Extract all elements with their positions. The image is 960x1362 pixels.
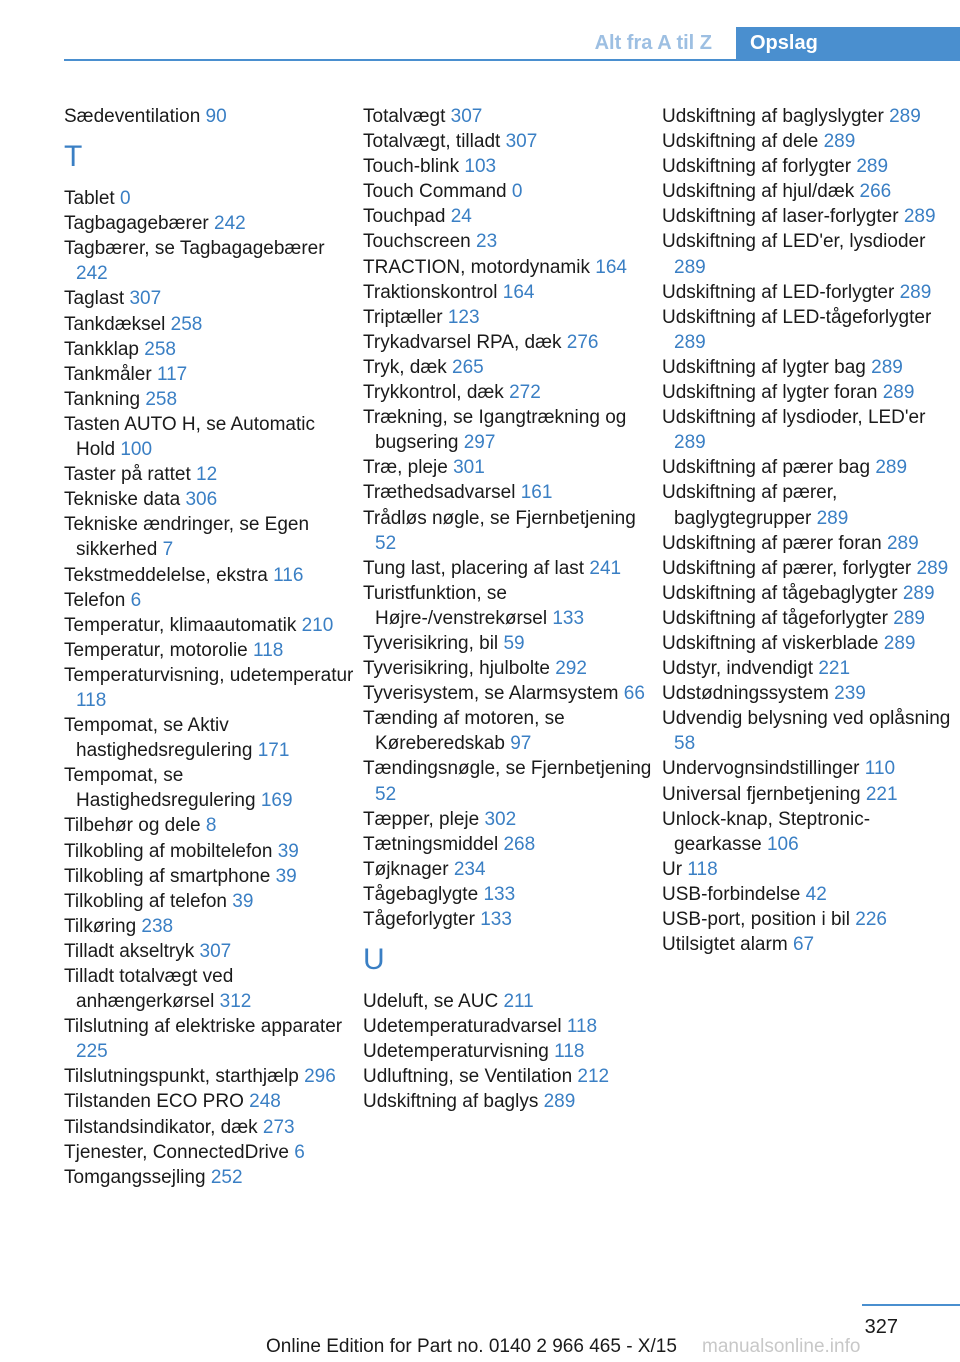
index-entry-page-link[interactable]: 212 [577, 1066, 610, 1088]
index-entry-term: Tekstmeddelelse, ekstra [64, 564, 268, 586]
index-entry-term: Tilslutningspunkt, starthjælp [64, 1066, 299, 1088]
index-entry [363, 681, 653, 706]
index-entry [363, 656, 653, 681]
index-entry [662, 179, 952, 204]
index-entry-term: Tilslutning af elektriske apparater [64, 1016, 343, 1038]
index-entry-term: Tomgangssejling [64, 1166, 206, 1188]
index-entry-term: Udskiftning af viskerblade [662, 632, 879, 654]
index-entry-page-link[interactable]: 106 [766, 833, 799, 855]
index-entry-term: Taster på rattet [64, 464, 191, 486]
index-entry [363, 330, 653, 355]
index-entry [64, 512, 354, 562]
index-entry-term: Tæpper, pleje [363, 808, 480, 830]
index-entry-term: Udskiftning af LED'er, lysdioder [662, 231, 926, 253]
index-entry [64, 1140, 354, 1165]
index-entry-term: Træthedsadvarsel [363, 482, 516, 504]
index-entry-term: Turistfunktion, se Højre-/venstrekørsel [363, 582, 548, 629]
index-entry [363, 129, 653, 154]
index-entry-page-link[interactable]: 39 [275, 865, 297, 887]
index-entry [363, 989, 653, 1014]
index-entry-page-link[interactable]: 241 [589, 557, 622, 579]
index-entry-page-link[interactable]: 103 [464, 156, 497, 178]
index-entry-page-link[interactable]: 234 [453, 858, 486, 880]
index-entry-page-link[interactable]: 289 [674, 256, 706, 278]
index-entry [662, 706, 952, 756]
index-entry [363, 581, 653, 631]
index-entry-page-link[interactable]: 52 [375, 783, 397, 805]
index-entry-term: Tågebaglygte [363, 883, 479, 905]
index-entry-term: Tankmåler [64, 363, 152, 385]
index-entry-term: Temperatur, motorolie [64, 639, 248, 661]
index-entry-page-link[interactable]: 289 [899, 281, 932, 303]
index-entry-term: Udskiftning af forlygter [662, 156, 852, 178]
index-entry-page-link[interactable]: 289 [856, 156, 889, 178]
index-entry-term: Tankklap [64, 338, 139, 360]
index-entry-page-link[interactable]: 307 [505, 131, 538, 153]
index-entry [662, 606, 952, 631]
index-entry-term: Telefon [64, 589, 126, 611]
index-entry-term: Udskiftning af hjul/dæk [662, 181, 855, 203]
index-entry-term: Sædeventilation [64, 106, 201, 127]
index-entry-term: Touchpad [363, 206, 446, 228]
index-entry [662, 480, 952, 530]
index-entry-page-link[interactable]: 306 [185, 489, 218, 511]
index-entry-term: Tagbærer, se Tagbagagebærer [64, 238, 325, 260]
index-entry-term: USB-forbindelse [662, 883, 801, 905]
index-entry-term: Traktionskontrol [363, 281, 498, 303]
index-entry [662, 631, 952, 656]
index-entry-term: Tilkobling af smartphone [64, 865, 271, 887]
index-entry-term: Ur [662, 858, 683, 880]
index-entry-page-link[interactable]: 6 [130, 589, 142, 611]
index-entry-page-link[interactable]: 266 [859, 181, 892, 203]
index-entry-page-link[interactable]: 221 [818, 658, 851, 680]
index-entry-page-link[interactable]: 258 [145, 388, 178, 410]
index-entry-page-link[interactable]: 133 [552, 607, 585, 629]
index-entry [662, 756, 952, 781]
index-entry-term: Tankdæksel [64, 313, 166, 335]
index-entry [363, 1089, 653, 1114]
index-entry [662, 932, 952, 957]
index-entry-page-link[interactable]: 289 [823, 131, 856, 153]
index-entry [662, 129, 952, 154]
index-entry-term: Udskiftning af tågeforlygter [662, 607, 889, 629]
index-entry-term: Tænding af motoren, se Køreberedskab [363, 708, 565, 755]
index-entry [363, 405, 653, 455]
index-entry-term: Tågeforlygter [363, 909, 475, 930]
index-entry-page-link[interactable]: 118 [687, 858, 718, 880]
index-entry [64, 713, 354, 763]
index-entry-page-link[interactable]: 211 [503, 991, 534, 1013]
index-entry-term: Udskiftning af tågebaglygter [662, 582, 898, 604]
index-entry-page-link[interactable]: 289 [674, 331, 706, 353]
index-entry-page-link[interactable]: 272 [509, 382, 541, 404]
index-entry [363, 706, 653, 756]
index-entry-page-link[interactable]: 118 [566, 1016, 598, 1038]
index-entry [363, 1064, 653, 1089]
index-entry-page-link[interactable]: 0 [119, 188, 131, 210]
index-entry [64, 1064, 354, 1089]
index-entry [64, 1014, 354, 1064]
index-entry-page-link[interactable]: 289 [893, 607, 925, 629]
index-entry-page-link[interactable]: 23 [476, 231, 498, 253]
index-entry-term: Trykadvarsel RPA, dæk [363, 331, 562, 353]
index-entry [363, 882, 653, 907]
index-entry-page-link[interactable]: 12 [196, 464, 218, 486]
index-entry-page-link[interactable]: 276 [566, 331, 599, 353]
index-entry-page-link[interactable]: 289 [886, 532, 919, 554]
index-entry-page-link[interactable]: 258 [144, 338, 176, 360]
index-entry-page-link[interactable]: 289 [882, 382, 915, 404]
index-entry-term: Totalvægt, tilladt [363, 131, 501, 153]
index-entry-term: Tryk, dæk [363, 356, 447, 378]
index-entry [662, 782, 952, 807]
index-entry-page-link[interactable]: 265 [452, 356, 484, 378]
index-entry-term: Tilladt akseltryk [64, 940, 195, 962]
index-entry-page-link[interactable]: 67 [792, 934, 815, 956]
index-entry-page-link[interactable]: 289 [902, 582, 935, 604]
watermark: manualsonline.info [702, 1336, 861, 1357]
index-entry-term: Udluftning, se Ventilation [363, 1066, 573, 1088]
index-entry-term: Universal fjernbetjening [662, 783, 861, 805]
index-entry-page-link[interactable]: 289 [903, 206, 936, 228]
footer-rule [862, 1304, 960, 1306]
index-entry-term: Tekniske data [64, 489, 181, 511]
index-entry-page-link[interactable]: 118 [253, 639, 284, 661]
index-entry-term: Udskiftning af lysdioder, LED'er [662, 407, 926, 429]
index-entry-term: Temperaturvisning, udetemperatur [64, 664, 354, 686]
index-entry-term: Tøjknager [363, 858, 449, 880]
index-entry [64, 663, 354, 713]
index-entry [64, 864, 354, 889]
index-entry-term: Tjenester, ConnectedDrive [64, 1141, 289, 1163]
index-entry [363, 506, 653, 556]
index-entry [363, 280, 653, 305]
index-entry [64, 813, 354, 838]
header-tab: Opslag [736, 27, 960, 60]
index-entry [662, 857, 952, 882]
index-entry-page-link[interactable]: 289 [875, 457, 908, 479]
index-entry-term: Trykkontrol, dæk [363, 382, 504, 404]
index-entry-page-link[interactable]: 90 [205, 106, 227, 127]
index-entry-page-link[interactable]: 7 [162, 539, 174, 561]
index-entry-page-link[interactable]: 289 [889, 106, 921, 127]
index-entry-term: Udskiftning af baglys [363, 1091, 539, 1113]
index-entry [363, 455, 653, 480]
index-entry [662, 656, 952, 681]
index-entry [64, 763, 354, 813]
index-entry-term: Tasten AUTO H, se Automatic Hold [64, 413, 315, 461]
index-entry-term: Tilstanden ECO PRO [64, 1091, 244, 1113]
index-entry [363, 907, 653, 932]
index-entry-term: Tilkobling af mobiltelefon [64, 840, 273, 862]
header-section-title: Alt fra A til Z [594, 32, 712, 54]
index-entry [64, 337, 354, 362]
index-entry-term: Tempomat, se Aktiv hastighedsregulering [64, 715, 253, 762]
index-entry-term: Træ, pleje [363, 457, 448, 479]
index-entry-page-link[interactable]: 289 [543, 1091, 576, 1113]
index-entry-page-link[interactable]: 133 [483, 883, 516, 905]
index-column-2 [363, 104, 653, 1115]
index-entry-term: Udskiftning af pærer, forlygter [662, 557, 912, 579]
index-entry [363, 380, 653, 405]
index-entry-term: Touchscreen [363, 231, 471, 253]
index-entry-page-link[interactable]: 238 [141, 915, 174, 937]
index-entry-term: Tung last, placering af last [363, 557, 585, 579]
index-letter-heading: T [64, 140, 83, 174]
index-entry [662, 907, 952, 932]
index-entry [363, 756, 653, 806]
index-entry-term: Tempomat, se Hastighedsregulering [64, 765, 256, 812]
index-entry-term: Udstyr, indvendigt [662, 658, 814, 680]
index-entry [662, 280, 952, 305]
index-entry-term: Udskiftning af dele [662, 131, 819, 153]
index-entry [363, 305, 653, 330]
index-entry-term: Tilladt totalvægt ved anhængerkørsel [64, 966, 234, 1013]
index-entry [662, 405, 952, 455]
index-entry-term: Unlock-knap, Steptronic-gearkasse [662, 808, 871, 855]
index-entry-page-link[interactable]: 59 [503, 632, 525, 654]
index-entry-term: USB-port, position i bil [662, 909, 850, 930]
index-entry-page-link[interactable]: 273 [262, 1116, 295, 1138]
index-entry-page-link[interactable]: 252 [210, 1166, 243, 1188]
index-entry [662, 807, 952, 857]
index-entry-page-link[interactable]: 248 [249, 1091, 281, 1113]
index-entry-page-link[interactable]: 210 [301, 614, 334, 636]
index-entry [363, 104, 653, 129]
index-entry [64, 487, 354, 512]
index-entry-page-link[interactable]: 307 [450, 106, 483, 127]
index-entry [64, 939, 354, 964]
index-entry-page-link[interactable]: 161 [520, 482, 553, 504]
index-entry-term: Undervognsindstillinger [662, 758, 860, 780]
index-entry-page-link[interactable]: 116 [273, 564, 304, 586]
index-entry-page-link[interactable]: 292 [555, 658, 587, 680]
index-entry-term: Tilkøring [64, 915, 137, 937]
index-entry-page-link[interactable]: 301 [453, 457, 485, 479]
index-entry-page-link[interactable]: 297 [463, 432, 496, 454]
index-column-3 [662, 104, 952, 957]
index-entry [64, 387, 354, 412]
index-entry-page-link[interactable]: 52 [375, 532, 397, 554]
index-column-1 [64, 104, 354, 1190]
index-entry-term: Udskiftning af LED-forlygter [662, 281, 895, 303]
index-entry [363, 807, 653, 832]
index-entry [662, 681, 952, 706]
index-entry-page-link[interactable]: 169 [260, 790, 293, 812]
index-entry [363, 857, 653, 882]
index-entry-page-link[interactable]: 0 [511, 181, 523, 203]
index-entry-term: Triptæller [363, 306, 443, 328]
index-entry-term: Tankning [64, 388, 141, 410]
index-entry [662, 581, 952, 606]
index-entry-term: Tagbagagebærer [64, 213, 209, 235]
index-entry-term: Temperatur, klimaautomatik [64, 614, 297, 636]
index-entry-term: Udstødningssystem [662, 683, 829, 705]
index-entry [363, 832, 653, 857]
index-entry [64, 462, 354, 487]
index-entry-term: Udskiftning af pærer bag [662, 457, 871, 479]
index-entry [662, 204, 952, 229]
index-entry-term: Udskiftning af lygter foran [662, 382, 878, 404]
index-entry-page-link[interactable]: 117 [156, 363, 188, 385]
index-entry-term: Udskiftning af baglyslygter [662, 106, 884, 127]
index-entry-page-link[interactable]: 133 [480, 909, 512, 930]
index-entry-term: Utilsigtet alarm [662, 934, 788, 956]
index-entry-term: Taglast [64, 288, 125, 310]
index-entry [64, 1089, 354, 1114]
index-entry-page-link[interactable]: 42 [805, 883, 827, 905]
index-entry-page-link[interactable]: 312 [219, 991, 252, 1013]
index-entry [64, 236, 354, 286]
index-entry-page-link[interactable]: 164 [595, 256, 627, 278]
index-entry [662, 104, 952, 129]
index-entry-page-link[interactable]: 58 [674, 733, 696, 755]
index-entry-term: Tyverisikring, bil [363, 632, 499, 654]
index-entry [363, 229, 653, 254]
index-entry-page-link[interactable]: 242 [76, 263, 108, 285]
index-entry-page-link[interactable]: 6 [294, 1141, 305, 1163]
index-entry-page-link[interactable]: 225 [76, 1041, 108, 1063]
index-entry-term: Udskiftning af pærer, baglygtegrupper [662, 482, 838, 529]
index-entry-term: Udskiftning af lygter bag [662, 356, 866, 378]
index-entry [64, 211, 354, 236]
index-entry-page-link[interactable]: 289 [883, 632, 916, 654]
index-entry-term: Tilbehør og dele [64, 815, 201, 837]
index-entry [363, 1039, 653, 1064]
index-entry-term: Tekniske ændringer, se Egen sikkerhed [64, 514, 310, 561]
index-entry [363, 631, 653, 656]
index-entry-page-link[interactable]: 100 [120, 439, 153, 461]
index-entry [363, 1014, 653, 1039]
index-entry-page-link[interactable]: 289 [871, 356, 903, 378]
index-entry-page-link[interactable]: 118 [76, 689, 107, 711]
index-entry-term: Touch Command [363, 181, 507, 203]
index-entry-page-link[interactable]: 110 [864, 758, 896, 780]
index-entry [64, 1165, 354, 1190]
index-entry-page-link[interactable]: 118 [554, 1041, 585, 1063]
index-entry-page-link[interactable]: 39 [277, 840, 299, 862]
index-entry [64, 889, 354, 914]
index-entry-page-link[interactable]: 97 [510, 733, 532, 755]
index-entry-term: Udetemperaturadvarsel [363, 1016, 562, 1038]
index-entry-page-link[interactable]: 8 [205, 815, 217, 837]
index-entry [64, 588, 354, 613]
index-entry [64, 839, 354, 864]
index-entry-term: Tyverisikring, hjulbolte [363, 658, 550, 680]
index-entry [662, 556, 952, 581]
index-entry [363, 179, 653, 204]
index-entry-term: Tilkobling af telefon [64, 890, 228, 912]
index-entry [64, 412, 354, 462]
index-entry-page-link[interactable]: 258 [170, 313, 203, 335]
index-entry [363, 355, 653, 380]
footer-edition: Online Edition for Part no. 0140 2 966 465 - X/15 [266, 1336, 677, 1357]
index-entry [662, 531, 952, 556]
index-entry [64, 613, 354, 638]
index-entry-page-link[interactable]: 289 [674, 432, 706, 454]
index-entry-term: Tablet [64, 188, 115, 210]
index-entry-page-link[interactable]: 307 [199, 940, 232, 962]
index-entry-term: Udskiftning af laser-forlygter [662, 206, 899, 228]
index-entry-term: Udeluft, se AUC [363, 991, 499, 1013]
index-entry-page-link[interactable]: 296 [304, 1066, 336, 1088]
index-entry [363, 154, 653, 179]
index-entry-page-link[interactable]: 164 [502, 281, 535, 303]
page-number: 327 [864, 1316, 898, 1338]
index-entry-page-link[interactable]: 39 [232, 890, 254, 912]
index-entry [662, 455, 952, 480]
index-entry-page-link[interactable]: 268 [503, 833, 536, 855]
index-entry [363, 480, 653, 505]
index-entry [662, 229, 952, 279]
index-entry [662, 355, 952, 380]
index-entry-page-link[interactable]: 171 [257, 740, 290, 762]
index-entry-term: TRACTION, motordynamik [363, 256, 590, 278]
index-entry-term: Udskiftning af LED-tågeforlygter [662, 306, 932, 328]
index-entry [64, 186, 354, 211]
index-entry [662, 305, 952, 355]
index-entry [64, 312, 354, 337]
index-entry [64, 362, 354, 387]
index-entry [662, 154, 952, 179]
index-entry [64, 104, 354, 129]
index-entry [363, 255, 653, 280]
index-entry-term: Tændingsnøgle, se Fjernbetjening [363, 758, 652, 780]
index-entry-page-link[interactable]: 242 [214, 213, 246, 235]
index-entry-page-link[interactable]: 289 [916, 557, 949, 579]
index-entry-term: Udvendig belysning ved oplåsning [662, 708, 951, 730]
index-entry-term: Udskiftning af pærer foran [662, 532, 882, 554]
index-entry-term: Touch-blink [363, 156, 460, 178]
index-entry [64, 638, 354, 663]
index-entry-term: Tilstandsindikator, dæk [64, 1116, 258, 1138]
index-letter-heading: U [363, 943, 385, 977]
index-entry-term: Trådløs nøgle, se Fjernbetjening [363, 507, 636, 529]
index-entry-term: Udetemperaturvisning [363, 1041, 549, 1063]
index-entry [363, 204, 653, 229]
index-entry-page-link[interactable]: 239 [834, 683, 866, 705]
index-entry-term: Tætningsmiddel [363, 833, 499, 855]
index-entry-page-link[interactable]: 24 [450, 206, 472, 228]
index-entry-page-link[interactable]: 221 [865, 783, 898, 805]
index-entry-term: Totalvægt [363, 106, 446, 127]
index-entry-page-link[interactable]: 307 [129, 288, 162, 310]
index-entry-page-link[interactable]: 289 [816, 507, 849, 529]
index-entry [662, 380, 952, 405]
index-entry [64, 964, 354, 1014]
index-entry-term: Tyverisystem, se Alarmsystem [363, 683, 619, 705]
index-entry [64, 914, 354, 939]
index-entry [363, 556, 653, 581]
index-entry [64, 1115, 354, 1140]
index-entry [662, 882, 952, 907]
index-entry-page-link[interactable]: 123 [447, 306, 480, 328]
index-entry-term: Trækning, se Igangtrækning og bugsering [363, 407, 627, 454]
index-entry [64, 563, 354, 588]
index-entry [64, 286, 354, 311]
index-entry-page-link[interactable]: 302 [484, 808, 517, 830]
index-entry-page-link[interactable]: 66 [623, 683, 645, 705]
index-entry-page-link[interactable]: 226 [855, 909, 887, 930]
